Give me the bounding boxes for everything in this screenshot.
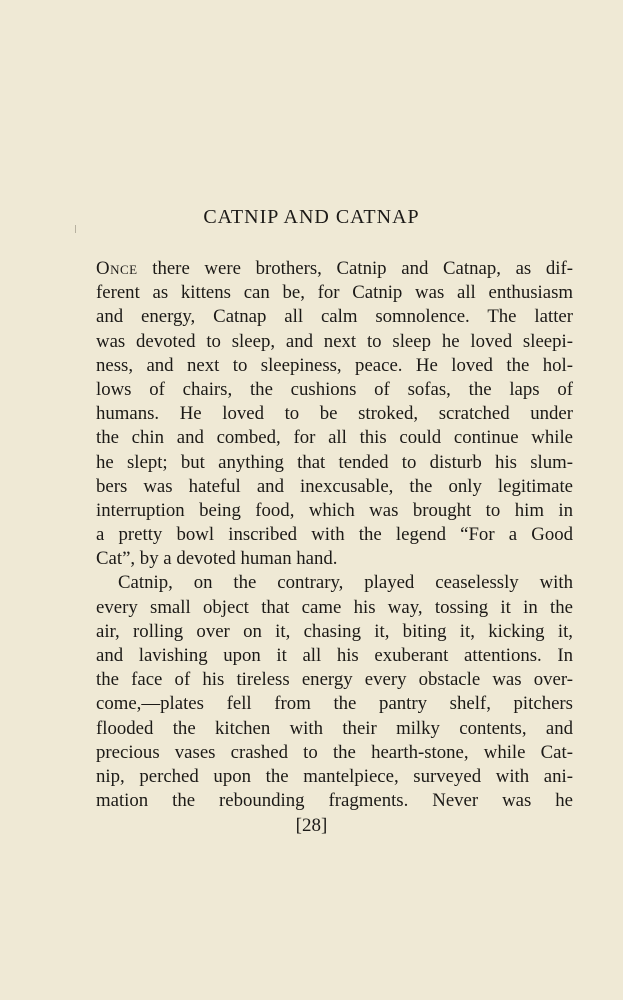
text-line: a pretty bowl inscribed with the legend “For a Good <box>96 524 573 546</box>
text-line: ferent as kittens can be, for Catnip was all enthusiasm <box>96 282 573 304</box>
text-line <box>96 257 573 281</box>
text-line: flooded the kitchen with their milky contents, and <box>96 717 573 739</box>
text-line: bers was hateful and inexcusable, the only legitimate <box>96 475 573 497</box>
text-line: interruption being food, which was brought to him in <box>96 499 573 521</box>
page-number: [28] <box>295 815 328 836</box>
text-line: every small object that came his way, tossing it in the <box>96 596 573 618</box>
text-line: and lavishing upon it all his exuberant attentions. In <box>96 645 573 666</box>
text-line: Catnip, on the contrary, played ceaselessly with <box>118 572 573 594</box>
text-line: air, rolling over on it, chasing it, biting it, kicking it, <box>96 620 573 642</box>
text-line: come,—plates fell from the pantry shelf, pitchers <box>96 693 573 715</box>
chapter-title: CATNIP AND CATNAP <box>203 206 420 228</box>
text-line: precious vases crashed to the hearth-stone, while Cat- <box>96 741 573 763</box>
text-line: was devoted to sleep, and next to sleep he loved sleepi- <box>96 330 573 352</box>
text-line: the chin and combed, for all this could continue while <box>96 427 573 449</box>
text-line: and energy, Catnap all calm somnolence. The latter <box>96 306 573 328</box>
text-line-rest: there were brothers, Catnip and Catnap, as dif- <box>137 258 573 279</box>
text-line: he slept; but anything that tended to disturb his slum- <box>96 451 573 473</box>
text-line: nip, perched upon the mantelpiece, surveyed with ani- <box>96 765 573 787</box>
text-line: the face of his tireless energy every obstacle was over- <box>96 669 573 691</box>
text-line: mation the rebounding fragments. Never was he <box>96 790 573 812</box>
text-line: ness, and next to sleepiness, peace. He loved the hol- <box>96 354 573 376</box>
text-line: humans. He loved to be stroked, scratched under <box>96 403 573 425</box>
lead-word: Once <box>96 258 138 279</box>
text-line: lows of chairs, the cushions of sofas, the laps of <box>96 378 573 400</box>
body-text <box>96 257 573 813</box>
text-line: Cat”, by a devoted human hand. <box>96 548 338 570</box>
